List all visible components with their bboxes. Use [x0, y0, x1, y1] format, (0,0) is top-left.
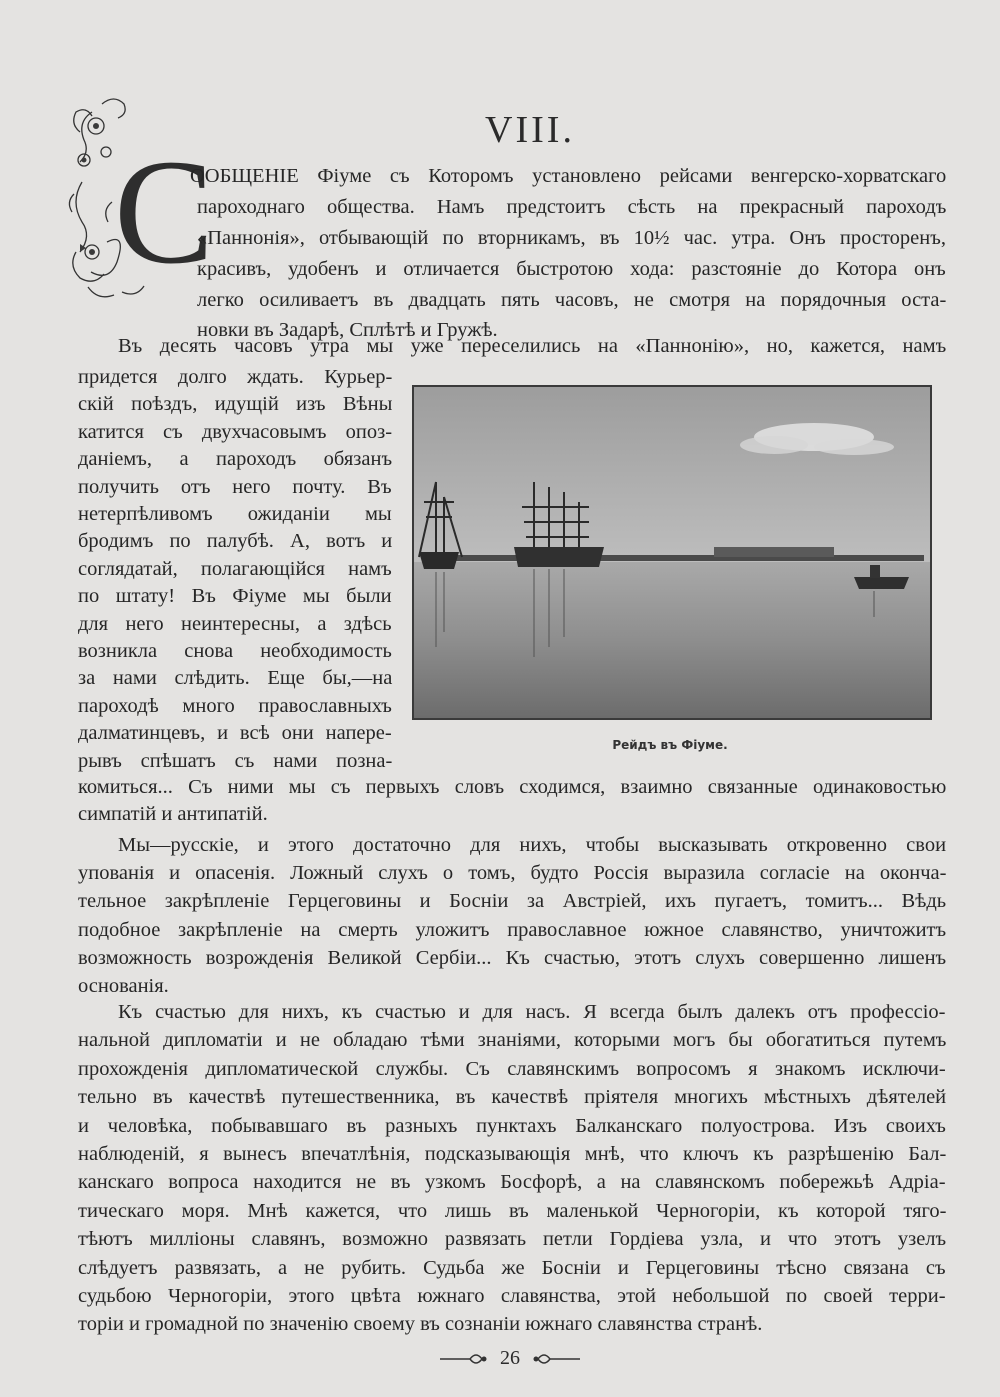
text-line: возможность возрожденія Великой Сербіи... Къ счастью, этотъ слухъ совершенно лишенъ: [78, 946, 947, 969]
ornamental-drop-cap: [62, 92, 215, 312]
photo-caption: Рейдъ въ Фіуме.: [612, 738, 728, 752]
text-line: тельное закрѣпленіе Герцеговины и Босніи за Австріей, ихъ пугаетъ, томитъ... Вѣдь: [78, 890, 947, 913]
text-line: судьбою Черногоріи, этого цвѣта южнаго славянства, этой небольшой по своей терри-: [78, 1285, 946, 1307]
text-line: Въ десять часовъ утра мы уже переселились на «Паннонію», но, кажется, намъ: [118, 335, 947, 357]
text-line: бродимъ по палубѣ. А, вотъ и: [78, 530, 393, 553]
right-flourish-icon: [530, 1349, 580, 1369]
text-line: «Паннонія», отбывающій по вторникамъ, въ 10½ час. утра. Онъ просторенъ,: [197, 227, 946, 249]
text-line: комиться... Съ ними мы съ первыхъ словъ сходимся, взаимно связанные одинаковостью: [78, 776, 947, 798]
text-line: для него неинтересны, а здѣсь: [78, 612, 392, 635]
text-line: подобное закрѣпленіе на смерть уложитъ православное южное славянство, уничтожитъ: [78, 918, 947, 941]
text-line: за нами слѣдить. Еще бы,—на: [78, 667, 393, 690]
chapter-heading: VIII.: [485, 109, 575, 151]
text-line: Мы—русскіе, и этого достаточно для нихъ, чтобы высказывать откровенно свои: [118, 834, 947, 856]
text-line: по штату! Въ Фіуме мы были: [78, 585, 392, 608]
text-line: наблюденій, я вынесъ впечатлѣнія, подсказывающія мнѣ, что ключъ къ разрѣшенію Бал-: [78, 1143, 947, 1165]
page-footer: [440, 1345, 580, 1375]
text-line: соглядатай, полагающійся намъ: [78, 557, 392, 580]
text-line: скій поѣздъ, идущій изъ Вѣны: [78, 393, 393, 416]
harbor-photograph: [412, 385, 932, 720]
text-line: даніемъ, а пароходъ обязанъ: [78, 448, 393, 471]
text-line: торіи и громадной по значенію своему въ сознаніи южнаго славянства странѣ.: [78, 1313, 763, 1336]
text-line: слѣдуетъ развязать, а не рубить. Судьба же Босніи и Герцеговины тѣсно связана съ: [78, 1256, 946, 1279]
text-line: пароходѣ много православныхъ: [78, 694, 392, 717]
text-line: и человѣка, побывавшаго въ разныхъ пунктахъ Балканскаго полуострова. Изъ своихъ: [78, 1114, 946, 1137]
text-line: рывъ спѣшатъ съ нами позна-: [78, 749, 393, 772]
text-line: тѣютъ милліоны славянъ, возможно развязать петли Гордіева узла, и что этотъ узелъ: [78, 1228, 947, 1251]
text-line: катится съ двухчасовымъ опоз-: [78, 420, 393, 443]
text-line: нальной дипломатіи и не обладаю тѣми знаніями, которыми могъ бы обогатиться путемъ: [78, 1029, 947, 1052]
text-line: основанія.: [78, 975, 169, 997]
text-line: тическаго моря. Мнѣ кажется, что лишь въ маленькой Черногоріи, къ которой тяго-: [78, 1199, 947, 1222]
text-line: получить отъ него почту. Въ: [78, 475, 392, 498]
text-line: нетерпѣливомъ ожиданіи мы: [78, 503, 392, 525]
text-line: канскаго вопроса находится не въ узкомъ Босфорѣ, а на славянскомъ побережьѣ Адріа-: [78, 1171, 946, 1194]
text-line: пароходнаго общества. Намъ предстоитъ сѣсть на прекрасный пароходъ: [197, 196, 947, 218]
text-line: прохожденія дипломатической службы. Съ славянскимъ вопросомъ я знакомъ исключи-: [78, 1057, 946, 1080]
text-line: красивъ, удобенъ и отличается быстротою хода: разстояніе до Котора онъ: [197, 258, 946, 280]
text-line: придется долго ждать. Курьер-: [78, 366, 393, 388]
text-line: далматинцевъ, и всѣ они напере-: [78, 722, 392, 745]
text-line: симпатій и антипатій.: [78, 803, 268, 825]
drop-cap-letter: С: [114, 129, 215, 295]
text-line: возникла снова необходимость: [78, 640, 392, 662]
text-line: ООБЩЕНІЕ Фіуме съ Которомъ установлено рейсами венгерско-хорватскаго: [190, 165, 947, 187]
text-line: легко осиливаетъ въ двадцать пять часовъ, не смотря на порядочныя оста-: [197, 289, 947, 311]
text-line: Къ счастью для нихъ, къ счастью и для насъ. Я всегда былъ далекъ отъ профессіо-: [118, 1001, 946, 1023]
page-number: 26: [500, 1347, 520, 1369]
text-line: упованія и опасенія. Ложный слухъ о томъ, будто Россія выразила согласіе на оконча-: [78, 862, 947, 885]
text-line: новки въ Задарѣ, Сплѣтѣ и Гружѣ.: [197, 319, 498, 341]
text-line: тельно въ качествѣ путешественника, въ качествѣ пріятеля многихъ мѣстныхъ дѣятелей: [78, 1086, 947, 1109]
